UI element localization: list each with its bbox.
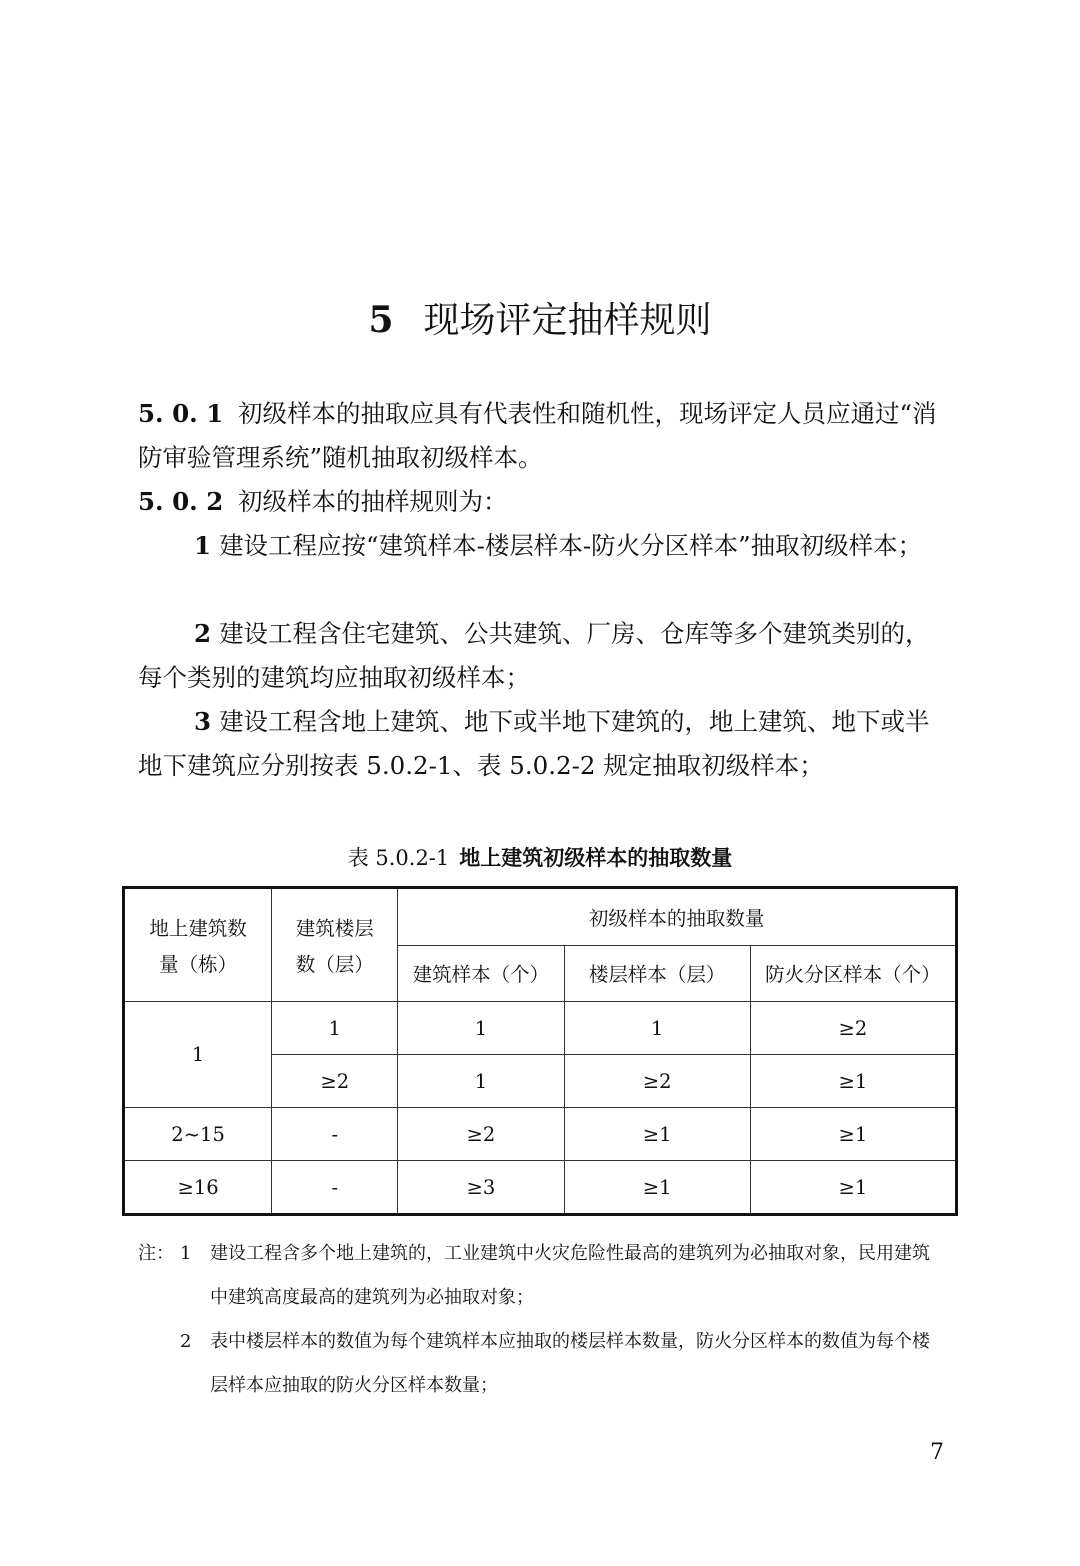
cell-building-samples: 1: [398, 1002, 564, 1055]
clause-item-3: [138, 700, 944, 788]
clause-item-1: [138, 524, 944, 568]
cell-floors: 1: [272, 1002, 398, 1055]
header-floor-samples: 楼层样本（层）: [564, 945, 750, 1002]
cell-buildings: 1: [124, 1002, 272, 1108]
clause-number: 5. 0. 1: [138, 399, 224, 428]
chapter-title: 现场评定抽样规则: [423, 300, 712, 341]
item-text: 建设工程应按“建筑样本-楼层样本-防火分区样本”抽取初级样本；: [219, 531, 923, 560]
chapter-number: 5: [368, 299, 394, 341]
cell-floors: ≥2: [272, 1055, 398, 1108]
cell-buildings: ≥16: [124, 1161, 272, 1215]
clause-number: 5. 0. 2: [138, 487, 224, 516]
note-number: 1: [180, 1243, 192, 1264]
item-number: 2: [194, 619, 212, 648]
clause-5-0-1: [138, 392, 944, 480]
cell-building-samples: 1: [398, 1055, 564, 1108]
note-text: 表中楼层样本的数值为每个建筑样本应抽取的楼层样本数量，防火分区样本的数值为每个楼层样本应抽取的防火分区样本数量；: [210, 1331, 930, 1396]
page-number: 7: [930, 1440, 944, 1465]
chapter-heading: [0, 296, 1080, 345]
cell-zone-samples: ≥1: [750, 1055, 956, 1108]
clause-5-0-2: [138, 480, 944, 524]
header-building-samples: 建筑样本（个）: [398, 945, 564, 1002]
cell-floor-samples: ≥2: [564, 1055, 750, 1108]
clause-item-2: [138, 612, 944, 700]
table-header-row: [124, 945, 957, 1002]
header-zone-samples: 防火分区样本（个）: [750, 945, 956, 1002]
note-text: 建设工程含多个地上建筑的，工业建筑中火灾危险性最高的建筑列为必抽取对象，民用建筑中建筑高度最高的建筑列为必抽取对象；: [210, 1243, 930, 1308]
note-item: [138, 1232, 944, 1320]
cell-floors: -: [272, 1108, 398, 1161]
note-lead: 注：: [138, 1243, 174, 1264]
item-text: 建设工程含住宅建筑、公共建筑、厂房、仓库等多个建筑类别的，每个类别的建筑均应抽取初级样本；: [138, 619, 930, 692]
item-number: 1: [194, 531, 212, 560]
header-floors-line2: 数（层）: [272, 945, 398, 1002]
table-notes: [138, 1232, 944, 1408]
table-caption-title: 地上建筑初级样本的抽取数量: [459, 845, 733, 870]
header-buildings-line1: 地上建筑数: [124, 888, 272, 946]
table-row: [124, 1108, 957, 1161]
cell-zone-samples: ≥2: [750, 1002, 956, 1055]
clause-text: 初级样本的抽取应具有代表性和随机性，现场评定人员应通过“消防审验管理系统”随机抽取初级样本。: [138, 399, 937, 472]
cell-floor-samples: ≥1: [564, 1108, 750, 1161]
table-header-row: [124, 888, 957, 946]
table-row: [124, 1161, 957, 1215]
header-floors-line1: 建筑楼层: [272, 888, 398, 946]
cell-floor-samples: 1: [564, 1002, 750, 1055]
cell-buildings: 2~15: [124, 1108, 272, 1161]
table-caption-number: 表 5.0.2-1: [347, 846, 450, 870]
table-caption: [0, 842, 1080, 874]
cell-building-samples: ≥3: [398, 1161, 564, 1215]
cell-building-samples: ≥2: [398, 1108, 564, 1161]
sampling-table: [122, 886, 958, 1216]
cell-zone-samples: ≥1: [750, 1108, 956, 1161]
item-number: 3: [194, 707, 212, 736]
header-buildings-line2: 量（栋）: [124, 945, 272, 1002]
note-number: 2: [180, 1331, 192, 1352]
cell-floors: -: [272, 1161, 398, 1215]
header-sample-group: 初级样本的抽取数量: [398, 888, 957, 946]
note-item: [138, 1320, 944, 1408]
item-text: 建设工程含地上建筑、地下或半地下建筑的，地上建筑、地下或半地下建筑应分别按表 5.0.2-1、表 5.0.2-2 规定抽取初级样本；: [138, 707, 930, 780]
clause-text: 初级样本的抽样规则为：: [238, 487, 508, 516]
cell-zone-samples: ≥1: [750, 1161, 956, 1215]
table-row: [124, 1002, 957, 1055]
cell-floor-samples: ≥1: [564, 1161, 750, 1215]
